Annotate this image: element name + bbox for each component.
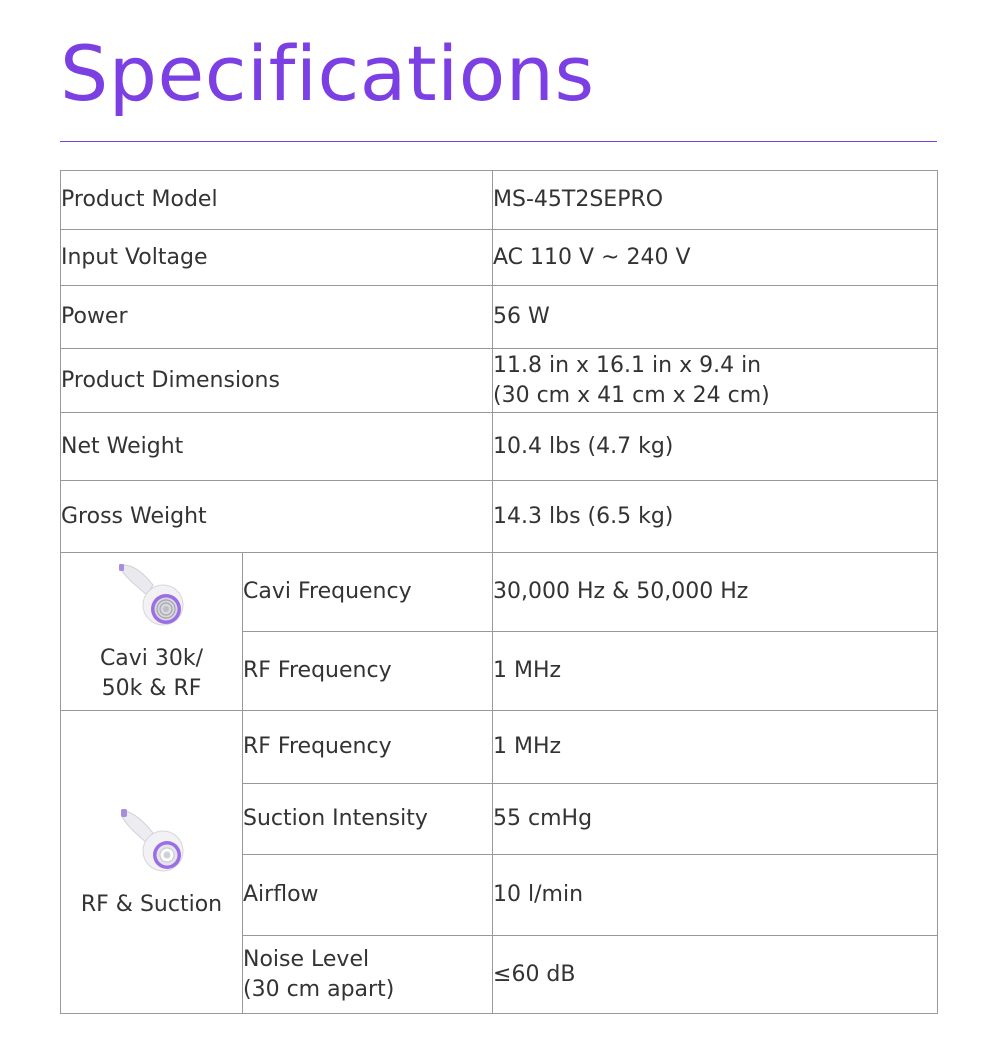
spec-label: Product Dimensions [61, 349, 493, 413]
spec-label: Cavi Frequency [243, 553, 493, 632]
table-row [61, 286, 938, 349]
spec-value [493, 349, 938, 413]
group-label-line: 50k & RF [101, 676, 202, 701]
spec-value: MS-45T2SEPRO [493, 171, 938, 230]
group-cell-cavi [61, 553, 243, 711]
spec-label: RF Frequency [243, 632, 493, 711]
rf-suction-handpiece-icon [61, 805, 242, 884]
cavitation-handpiece-icon [61, 559, 242, 638]
spec-value: AC 110 V ~ 240 V [493, 230, 938, 286]
spec-label: Power [61, 286, 493, 349]
spec-value: 30,000 Hz & 50,000 Hz [493, 553, 938, 632]
spec-label: Airflow [243, 855, 493, 936]
spec-value-line: 11.8 in x 16.1 in x 9.4 in [493, 352, 762, 378]
spec-value: 10.4 lbs (4.7 kg) [493, 413, 938, 481]
table-row [61, 349, 938, 413]
table-row [61, 171, 938, 230]
table-row [61, 413, 938, 481]
spec-label: Net Weight [61, 413, 493, 481]
spec-value: 1 MHz [493, 632, 938, 711]
spec-value: 55 cmHg [493, 784, 938, 855]
page-title: Specifications [60, 29, 595, 118]
table-row [61, 711, 938, 784]
group-label-line: Cavi 30k/ [99, 646, 204, 671]
table-row [61, 553, 938, 632]
specifications-table [60, 170, 938, 1014]
spec-label: Suction Intensity [243, 784, 493, 855]
spec-label: Product Model [61, 171, 493, 230]
spec-value: 1 MHz [493, 711, 938, 784]
spec-value: 56 W [493, 286, 938, 349]
spec-label [243, 936, 493, 1014]
spec-value: ≤60 dB [493, 936, 938, 1014]
spec-label-line: Noise Level [243, 946, 370, 972]
spec-label-line: (30 cm apart) [243, 976, 395, 1002]
group-label: RF & Suction [80, 891, 223, 917]
spec-value: 10 l/min [493, 855, 938, 936]
title-divider [60, 141, 937, 142]
spec-value: 14.3 lbs (6.5 kg) [493, 481, 938, 553]
group-cell-rf-suction [61, 711, 243, 1014]
table-row [61, 481, 938, 553]
table-row [61, 230, 938, 286]
spec-value-line: (30 cm x 41 cm x 24 cm) [493, 382, 770, 408]
spec-label: RF Frequency [243, 711, 493, 784]
spec-label: Input Voltage [61, 230, 493, 286]
spec-label: Gross Weight [61, 481, 493, 553]
